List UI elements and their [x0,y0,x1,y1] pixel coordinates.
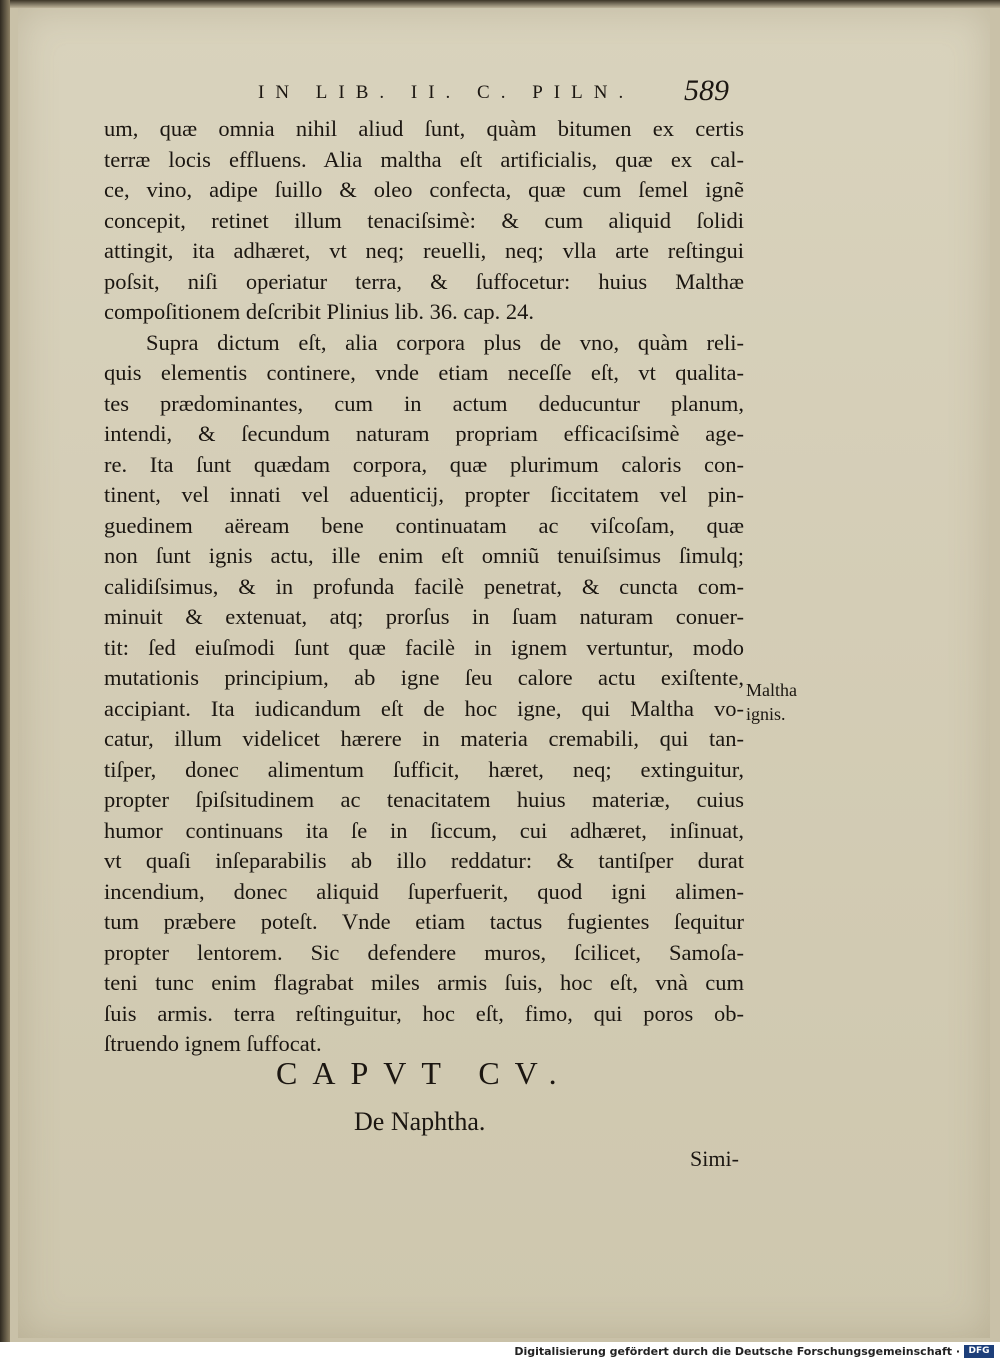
text-line: intendi, & ſecundum naturam propriam efficaciſsimè age- [104,421,744,446]
text-line: concepit, retinet illum tenaciſsimè: & cum aliquid ſolidi [104,207,744,233]
scan-top-edge [0,0,1000,8]
text-line: compoſitionem deſcribit Plinius lib. 36. cap. 24. [104,299,534,324]
funding-credit: Digitalisierung gefördert durch die Deutsche Forschungsgemeinschaft · [514,1345,960,1358]
text-line: poſsit, niſi operiatur terra, & ſuffocetur: huius Malthæ [104,268,744,294]
text-line: propter lentorem. Sic defendere muros, ſcilicet, Samoſa- [104,939,744,965]
running-head: IN LIB. II. C. PILN. [258,82,635,103]
text-line: terræ locis effluens. Alia maltha eſt artificialis, quæ ex cal- [104,146,744,172]
text-line: vt quaſi inſeparabilis ab illo reddatur: & tantiſper durat [104,848,744,873]
chapter-subtitle: De Naphtha. [354,1107,486,1136]
text-line: accipiant. Ita iudicandum eſt de hoc igne, qui Maltha vo- [104,695,744,721]
text-line: tes prædominantes, cum in actum deducuntur planum, [104,390,744,416]
text-line: teni tunc enim flagrabat miles armis ſuis, hoc eſt, vnà cum [104,970,744,995]
text-line: catur, illum videlicet hærere in materia cremabili, qui tan- [104,726,744,751]
text-line: humor continuans ita ſe in ſiccum, cui adhæret, inſinuat, [104,817,744,843]
text-line: tit: ſed eiuſmodi ſunt quæ facilè in ignem vertuntur, modo [104,634,744,660]
margin-note [746,678,797,726]
text-line: quis elementis continere, vnde etiam neceſſe eſt, vt qualita- [104,360,744,385]
text-line: propter ſpiſsitudinem ac tenacitatem huius materiæ, cuius [104,787,744,812]
catchword: Simi- [690,1146,739,1171]
text-line: guedinem aëream bene continuatam ac viſcoſam, quæ [104,512,744,538]
margin-note-line: Maltha [746,680,797,700]
text-line: tum præbere poteſt. Vnde etiam tactus fugientes ſequitur [104,909,744,934]
text-line: um, quæ omnia nihil aliud ſunt, quàm bitumen ex certis [104,116,744,141]
book-spine-shadow [0,0,10,1342]
margin-note-line: ignis. [746,704,786,724]
text-line: calidiſsimus, & in profunda facilè penetrat, & cuncta com- [104,573,744,599]
text-line: re. Ita ſunt quædam corpora, quæ plurimum caloris con- [104,451,744,477]
text-line: tiſper, donec alimentum ſufficit, hæret, neq; extinguitur, [104,756,744,782]
text-line: incendium, donec aliquid ſuperfuerit, quod igni alimen- [104,878,744,904]
text-line: ſuis armis. terra reſtinguitur, hoc eſt, fimo, qui poros ob- [104,1000,744,1026]
text-line: minuit & extenuat, atq; prorſus in ſuam naturam conuer- [104,604,744,629]
chapter-heading: CAPVT CV. [276,1055,572,1091]
text-line: tinent, vel innati vel aduenticij, propter ſiccitatem vel pin- [104,482,744,507]
digitization-footer [0,1342,1000,1362]
text-line: ce, vino, adipe ſuillo & oleo confecta, quæ cum ſemel ignẽ [104,177,744,202]
text-line: non ſunt ignis actu, ille enim eſt omniũ tenuiſsimus ſimulq; [104,543,744,568]
page-number: 589 [684,74,729,107]
text-line: ſtruendo ignem ſuffocat. [104,1031,322,1056]
dfg-logo: DFG [964,1345,994,1358]
body-text [104,114,744,1060]
text-line: mutationis principium, ab igne ſeu calore actu exiſtente, [104,665,744,690]
text-line: Supra dictum eſt, alia corpora plus de vno, quàm reli- [146,329,744,355]
text-line: attingit, ita adhæret, vt neq; reuelli, neq; vlla arte reſtingui [104,238,744,263]
